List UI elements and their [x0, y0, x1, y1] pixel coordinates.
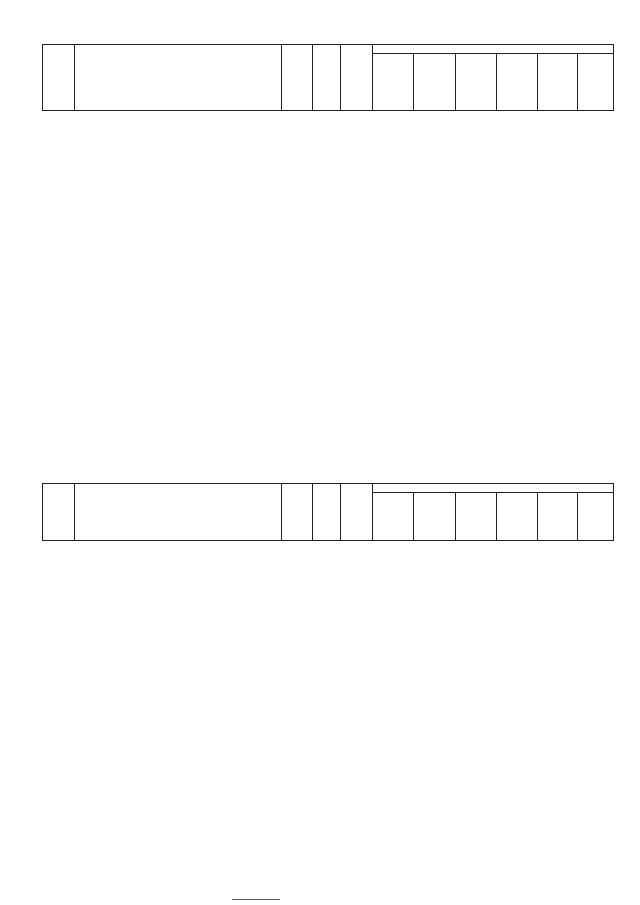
header-num: [43, 45, 75, 111]
header-address: [75, 45, 282, 111]
repair-table-page-2: [42, 483, 614, 541]
header-facade: [497, 493, 538, 541]
header-year: [281, 484, 312, 541]
header-address: [75, 484, 282, 541]
header-repair-group: [372, 45, 613, 54]
header-roof: [372, 493, 413, 541]
header-basement: [577, 493, 613, 541]
header-lift: [455, 54, 496, 111]
scan-mark: [232, 899, 280, 900]
header-floors: [312, 45, 340, 111]
header-vis: [414, 493, 455, 541]
header-facade: [497, 54, 538, 111]
header-roof: [372, 54, 413, 111]
repair-table-page-1: [42, 44, 614, 111]
header-year: [281, 45, 312, 111]
header-foundation: [538, 54, 577, 111]
header-basement: [577, 54, 613, 111]
header-area: [340, 45, 372, 111]
header-area: [340, 484, 372, 541]
header-vis: [414, 54, 455, 111]
header-repair-group: [372, 484, 613, 493]
header-floors: [312, 484, 340, 541]
header-lift: [455, 493, 496, 541]
header-num: [43, 484, 75, 541]
header-foundation: [538, 493, 577, 541]
